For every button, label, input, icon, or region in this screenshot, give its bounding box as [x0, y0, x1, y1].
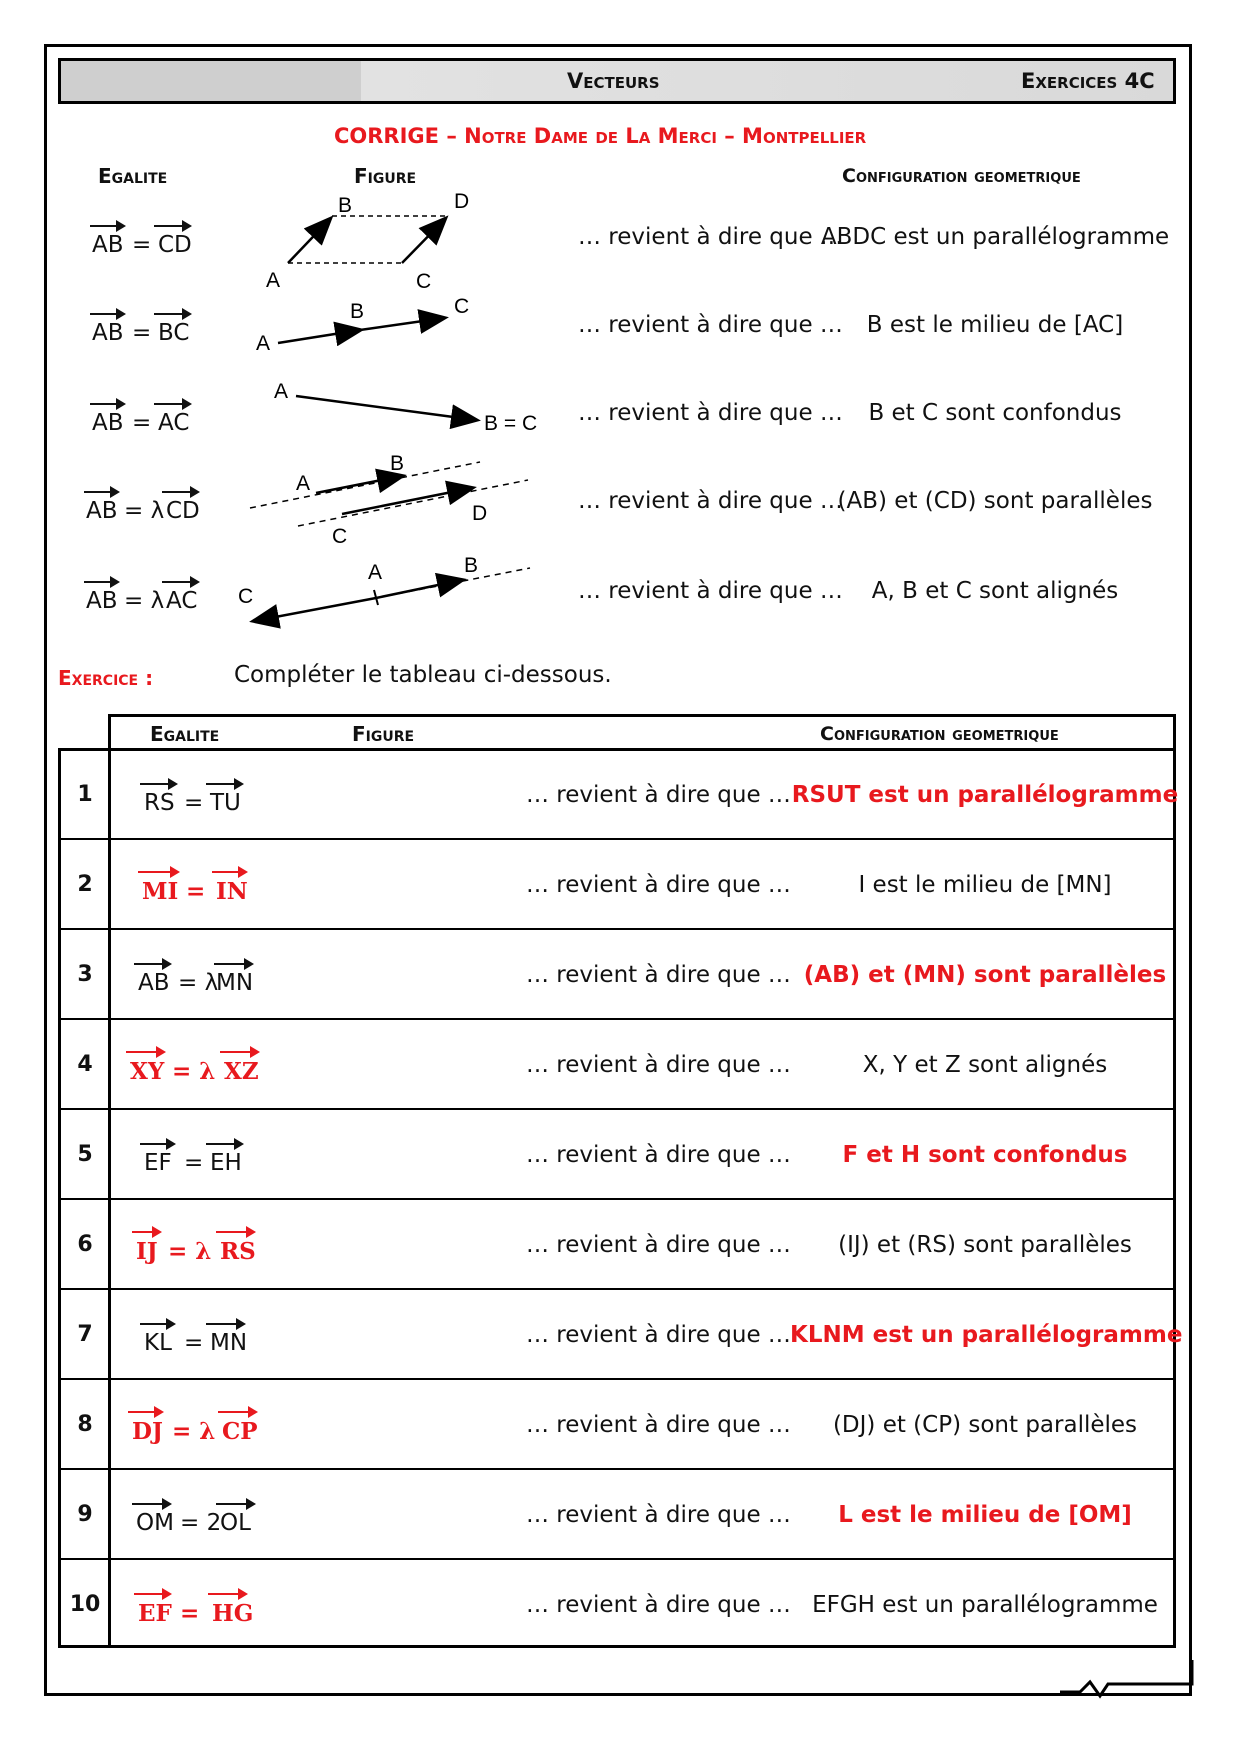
corner-mark	[1060, 1660, 1200, 1700]
row-number: 3	[77, 962, 93, 987]
row-2-op: =	[186, 878, 206, 905]
row-4-op: = λ	[172, 1058, 216, 1085]
figure-3-coincident	[274, 380, 537, 435]
figure-5-aligned	[238, 554, 530, 621]
row-3-phrase: … revient à dire que …	[526, 962, 791, 988]
row-8-phrase: … revient à dire que …	[526, 1412, 791, 1438]
vector-arrow-icon	[162, 486, 200, 498]
row-9-phrase: … revient à dire que …	[526, 1502, 791, 1528]
example-1-op: =	[132, 232, 152, 258]
vector-arrow-icon	[154, 398, 192, 410]
vector-arrow-icon	[162, 576, 200, 588]
row-number: 10	[69, 1592, 101, 1617]
row-7-phrase: … revient à dire que …	[526, 1322, 791, 1348]
fig1-label-b: B	[338, 194, 353, 217]
subtitle-city: Montpellier	[742, 124, 867, 148]
subtitle-dash: –	[446, 124, 457, 148]
row-4-phrase: … revient à dire que …	[526, 1052, 791, 1078]
subtitle-prefix: CORRIGE	[334, 124, 439, 148]
fig4-label-d: D	[472, 502, 488, 525]
vector-arrow-icon	[216, 1498, 256, 1510]
subtitle-dash2: –	[724, 124, 735, 148]
example-3-config: B et C sont confondus	[868, 400, 1122, 426]
fig5-label-b: B	[464, 554, 479, 577]
vector-arrow-icon	[216, 1226, 256, 1238]
fig4-label-b: B	[390, 452, 405, 475]
row-number: 6	[77, 1232, 93, 1257]
example-1-config: ABDC est un parallélogramme	[820, 224, 1170, 250]
figure-1-parallelogram	[266, 190, 469, 293]
table-header-left-border	[108, 714, 111, 750]
fig5-label-a: A	[368, 561, 383, 584]
vector-arrow-icon	[126, 1046, 166, 1058]
row-separator	[58, 838, 1176, 840]
figure-4-parallel	[250, 452, 528, 548]
row-3-config: (AB) et (MN) sont parallèles	[803, 962, 1167, 988]
row-number: 7	[77, 1322, 93, 1347]
row-1-config: RSUT est un parallélogramme	[791, 782, 1179, 808]
example-4-phrase: … revient à dire que …	[578, 488, 843, 514]
example-5-config: A, B et C sont alignés	[871, 578, 1119, 604]
exercise-instruction: Compléter le tableau ci-dessous.	[234, 662, 612, 688]
row-number: 8	[77, 1412, 93, 1437]
table-header-egalite: Egalite	[150, 722, 220, 746]
header-ref: Exercices 4C	[1021, 69, 1155, 93]
vector-arrow-icon	[138, 866, 180, 878]
figure-2-midpoint	[256, 295, 469, 355]
row-separator	[58, 1558, 1176, 1560]
vector-arrow-icon	[90, 220, 126, 232]
examples-header-egalite: Egalite	[98, 164, 168, 188]
vector-arrow-icon	[206, 778, 244, 790]
exercise-label: Exercice :	[58, 666, 154, 690]
row-6-config: (IJ) et (RS) sont parallèles	[838, 1232, 1132, 1258]
fig2-label-b: B	[350, 300, 365, 323]
row-9-op: = 2	[180, 1510, 222, 1536]
row-7-config: KLNM est un parallélogramme	[790, 1322, 1183, 1348]
table-header-config: Configuration geometrique	[820, 723, 1059, 745]
vector-arrow-icon	[134, 1588, 172, 1600]
vector-arrow-icon	[140, 1318, 176, 1330]
example-5-op: = λ	[124, 588, 165, 614]
row-8-op: = λ	[172, 1418, 216, 1445]
table-top-border	[108, 714, 1176, 717]
row-number: 5	[77, 1142, 93, 1167]
example-4-config: (AB) et (CD) sont parallèles	[837, 488, 1153, 514]
row-6-op: = λ	[168, 1238, 212, 1265]
vector-arrow-icon	[206, 1318, 246, 1330]
row-separator	[58, 1378, 1176, 1380]
row-8-config: (DJ) et (CP) sont parallèles	[832, 1412, 1138, 1438]
fig4-label-c: C	[332, 525, 348, 548]
example-3-op: =	[132, 410, 152, 436]
row-4-config: X, Y et Z sont alignés	[862, 1052, 1108, 1078]
vector-arrow-icon	[128, 1406, 164, 1418]
fig4-label-a: A	[296, 472, 311, 495]
row-5-phrase: … revient à dire que …	[526, 1142, 791, 1168]
vector-arrow-icon	[218, 1406, 258, 1418]
row-separator	[58, 1288, 1176, 1290]
vector-arrow-icon	[84, 576, 120, 588]
row-5-config: F et H sont confondus	[842, 1142, 1128, 1168]
examples-header-figure: Figure	[354, 164, 417, 188]
fig3-label-bc: B = C	[484, 412, 538, 435]
subtitle-school: Notre Dame de La Merci	[464, 124, 717, 148]
vector-arrow-icon	[134, 958, 172, 970]
vector-arrow-icon	[154, 308, 192, 320]
example-5-phrase: … revient à dire que …	[578, 578, 843, 604]
fig1-label-a: A	[266, 269, 281, 292]
vector-arrow-icon	[214, 958, 254, 970]
example-2-config: B est le milieu de [AC]	[866, 312, 1124, 338]
example-4-op: = λ	[124, 498, 165, 524]
row-separator	[58, 1108, 1176, 1110]
fig1-label-d: D	[454, 190, 470, 213]
row-number: 1	[77, 782, 93, 807]
vector-arrow-icon	[140, 1138, 176, 1150]
header-title: Vecteurs	[567, 69, 660, 93]
fig2-label-c: C	[454, 295, 470, 318]
row-number: 4	[77, 1052, 93, 1077]
vector-arrow-icon	[220, 1046, 260, 1058]
row-1-op: =	[184, 790, 204, 816]
table-header-figure: Figure	[352, 722, 415, 746]
example-2-op: =	[132, 320, 152, 346]
vector-arrow-icon	[90, 308, 126, 320]
vector-arrow-icon	[208, 1588, 248, 1600]
row-3-op: = λ	[178, 970, 219, 996]
example-2-phrase: … revient à dire que …	[578, 312, 843, 338]
fig5-label-c: C	[238, 585, 254, 608]
row-separator	[58, 1018, 1176, 1020]
vector-arrow-icon	[132, 1226, 162, 1238]
row-6-phrase: … revient à dire que …	[526, 1232, 791, 1258]
row-9-config: L est le milieu de [OM]	[838, 1502, 1132, 1528]
row-separator	[58, 928, 1176, 930]
fig3-label-a: A	[274, 380, 289, 403]
fig1-label-c: C	[416, 270, 432, 293]
row-separator	[58, 1198, 1176, 1200]
row-10-config: EFGH est un parallélogramme	[812, 1592, 1158, 1618]
subtitle	[334, 124, 866, 148]
vector-arrow-icon	[90, 398, 126, 410]
row-2-config: I est le milieu de [MN]	[858, 872, 1112, 898]
row-1-phrase: … revient à dire que …	[526, 782, 791, 808]
vector-arrow-icon	[154, 220, 192, 232]
table-header-right-border	[1173, 714, 1176, 750]
row-10-op: =	[180, 1600, 200, 1627]
fig2-label-a: A	[256, 332, 271, 355]
example-3-phrase: … revient à dire que …	[578, 400, 843, 426]
example-1-phrase: … revient à dire que …	[578, 224, 843, 250]
row-10-phrase: … revient à dire que …	[526, 1592, 791, 1618]
header-bar	[58, 58, 1176, 104]
row-2-phrase: … revient à dire que …	[526, 872, 791, 898]
row-number: 2	[77, 872, 93, 897]
vector-arrow-icon	[132, 1498, 172, 1510]
vector-arrow-icon	[84, 486, 120, 498]
vector-arrow-icon	[212, 866, 248, 878]
example-figures	[240, 190, 570, 630]
examples-header-config: Configuration geometrique	[842, 165, 1081, 187]
vector-arrow-icon	[206, 1138, 244, 1150]
vector-arrow-icon	[140, 778, 178, 790]
row-7-op: =	[184, 1330, 204, 1356]
row-5-op: =	[184, 1150, 204, 1176]
row-number: 9	[77, 1502, 93, 1527]
row-separator	[58, 1468, 1176, 1470]
